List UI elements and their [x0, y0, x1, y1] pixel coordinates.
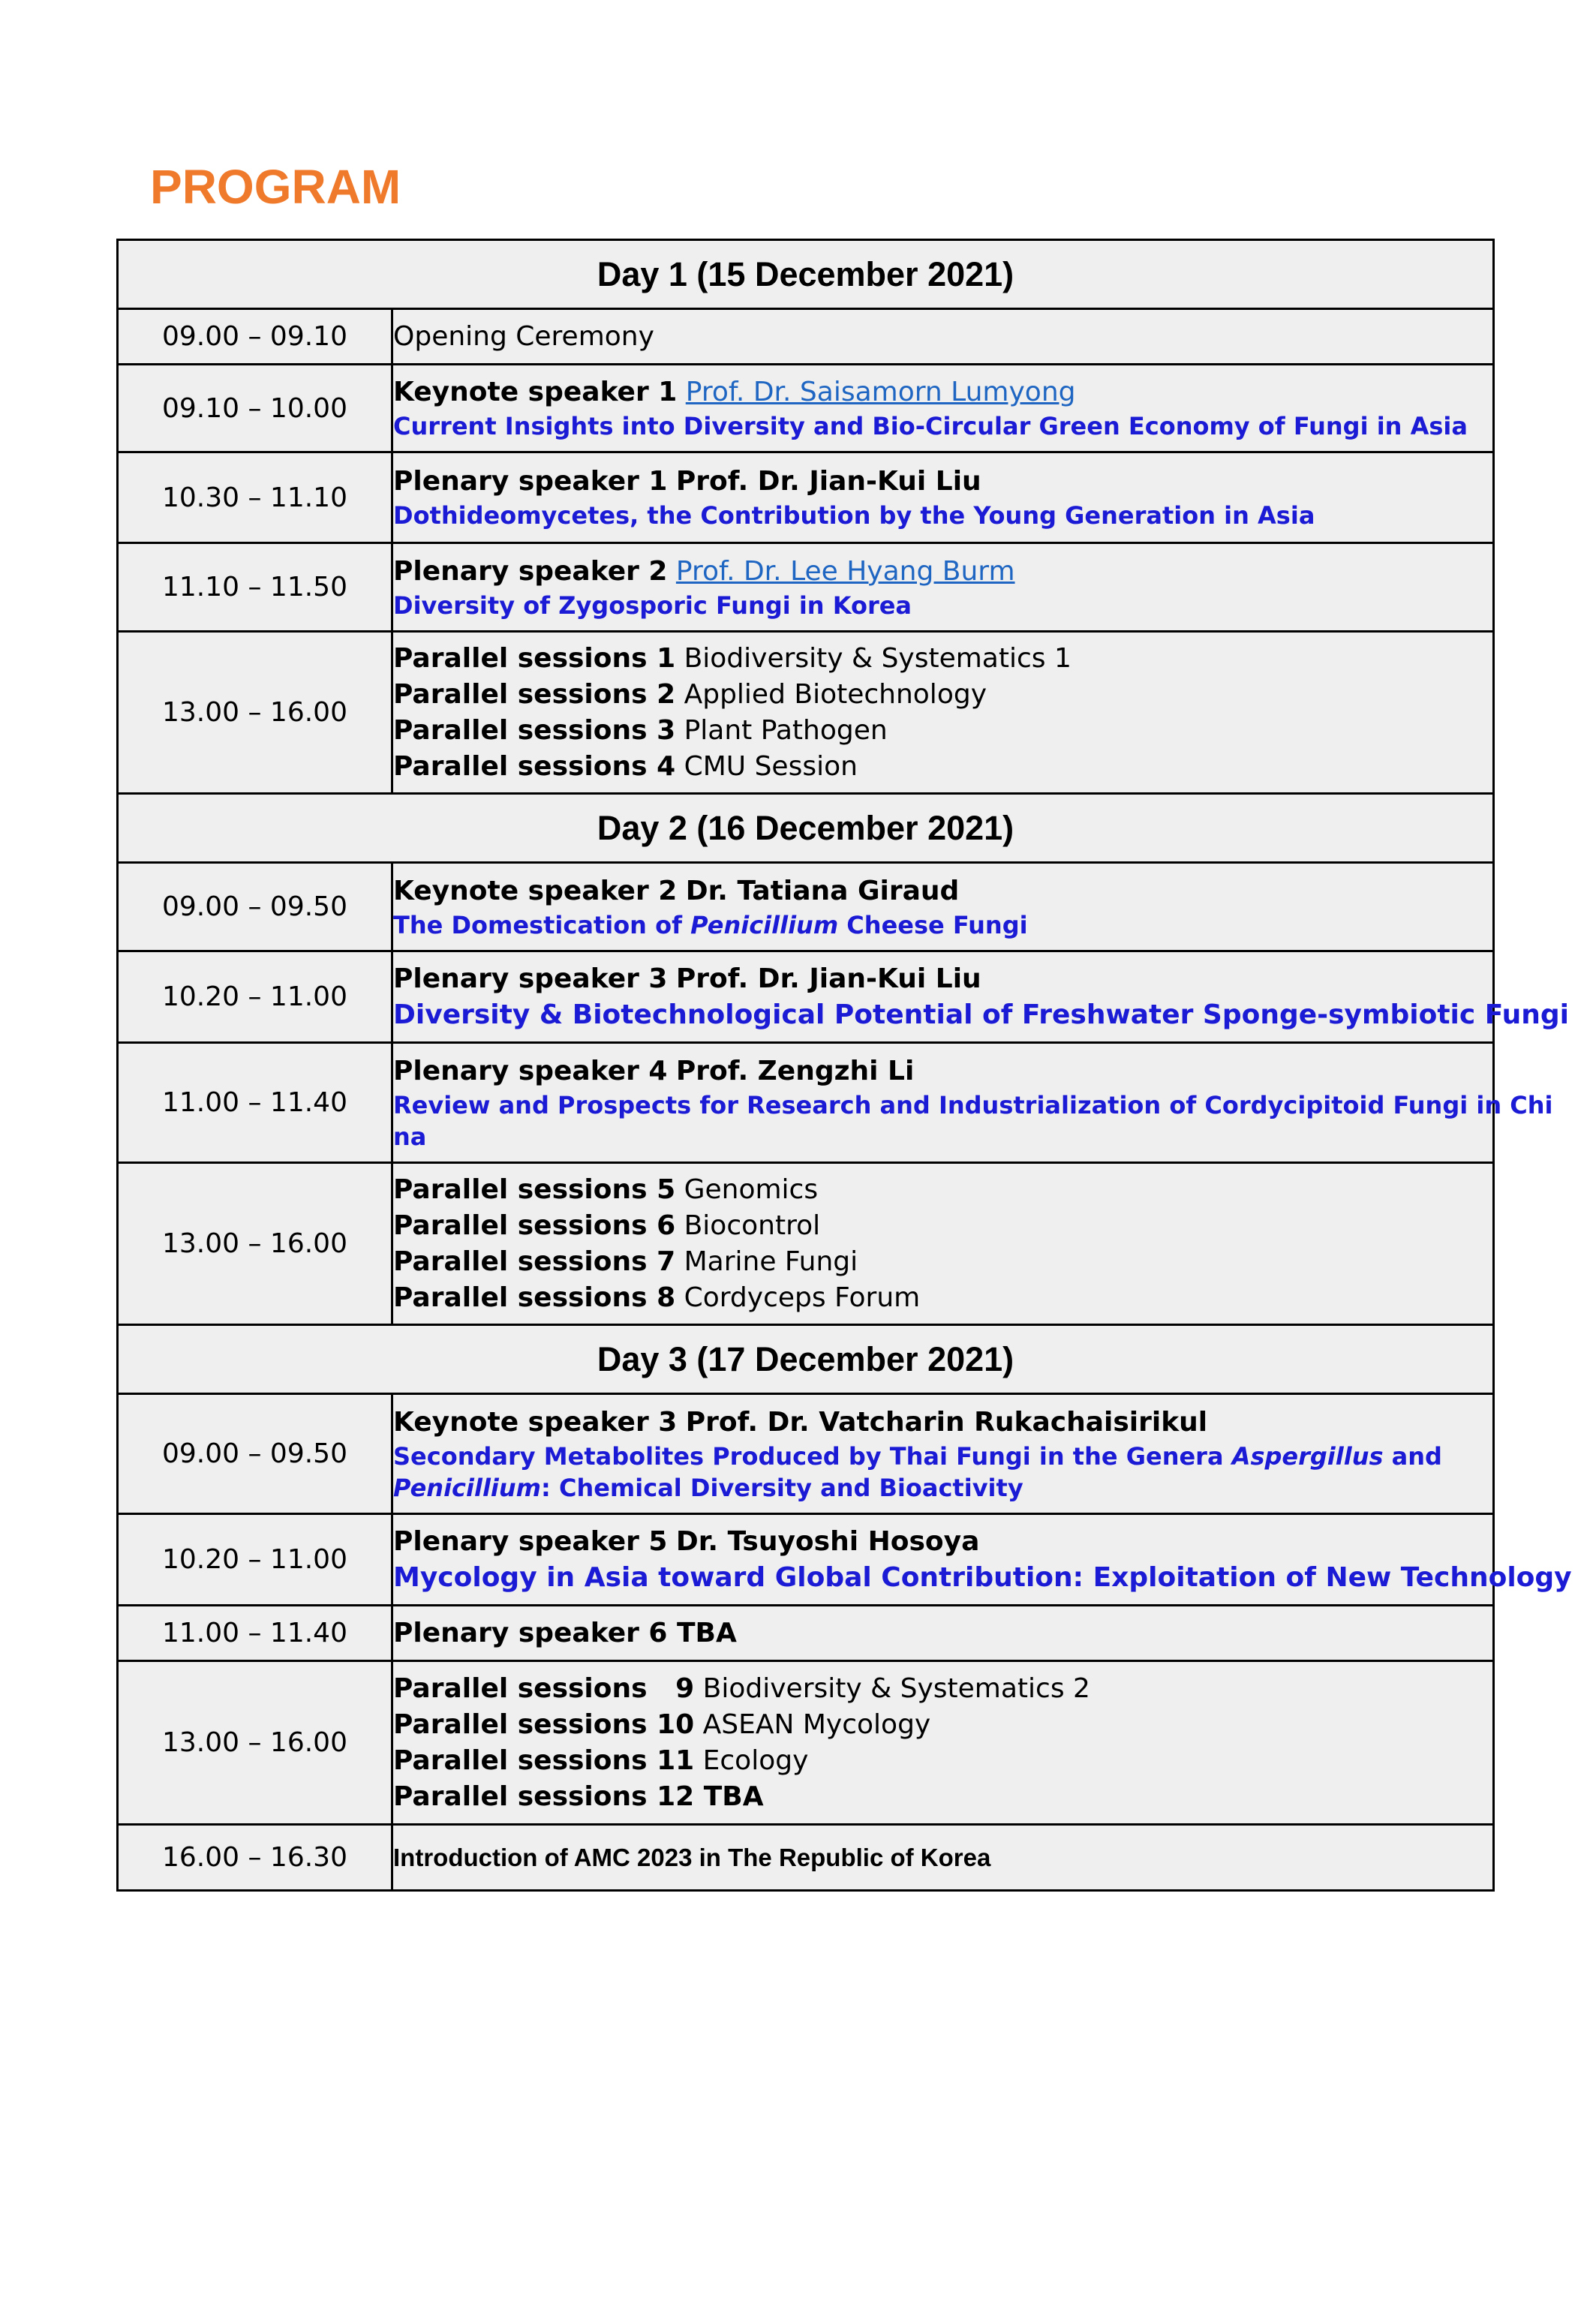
session-label: Parallel sessions 5	[393, 1174, 676, 1205]
time-slot: 13.00 – 16.00	[118, 632, 392, 794]
parallel-sessions-cell	[392, 1163, 1494, 1325]
session-label: Parallel sessions 6	[393, 1210, 676, 1241]
day-heading: Day 1 (15 December 2021)	[118, 240, 1494, 309]
session-topic: Biodiversity & Systematics 1	[684, 642, 1072, 674]
time-slot: 10.30 – 11.10	[118, 452, 392, 543]
session-topic: Plant Pathogen	[684, 714, 888, 746]
session-label: Parallel sessions 8	[393, 1282, 676, 1313]
speaker-name: Dr. Tatiana Giraud	[685, 875, 960, 906]
speaker-role: Plenary speaker 6 TBA	[393, 1617, 737, 1648]
session-label: Parallel sessions 3	[393, 714, 676, 746]
speaker-name: Prof. Dr. Jian-Kui Liu	[675, 963, 981, 994]
session-topic: Biocontrol	[684, 1210, 821, 1241]
time-slot: 09.00 – 09.50	[118, 1394, 392, 1514]
talk-title: Diversity & Biotechnological Potential of Freshwater Sponge-symbiotic Fungi	[393, 999, 1569, 1030]
session-cell	[392, 452, 1494, 543]
schedule-row	[118, 452, 1494, 543]
day-header-row	[118, 794, 1494, 863]
talk-title-continued: Penicillium: Chemical Diversity and Bioactivity	[393, 1473, 1023, 1502]
talk-title: Review and Prospects for Research and Industrialization of Cordycipitoid Fungi in Chi	[393, 1090, 1553, 1119]
session-cell	[392, 543, 1494, 632]
parallel-sessions-cell	[392, 632, 1494, 794]
schedule-row	[118, 951, 1494, 1043]
speaker-link[interactable]: Prof. Dr. Lee Hyang Burm	[675, 555, 1015, 587]
speaker-name: Dr. Tsuyoshi Hosoya	[675, 1525, 980, 1557]
session-label: Parallel sessions 9	[393, 1672, 695, 1704]
talk-title: Secondary Metabolites Produced by Thai Fungi in the Genera Aspergillus and	[393, 1441, 1442, 1471]
session-topic: Marine Fungi	[684, 1246, 858, 1277]
session-cell	[392, 863, 1494, 951]
talk-title: Mycology in Asia toward Global Contribution: Exploitation of New Technology	[393, 1561, 1572, 1593]
session-cell	[392, 1514, 1572, 1606]
schedule-row	[118, 1394, 1494, 1514]
time-slot: 09.00 – 09.10	[118, 309, 392, 365]
session-topic: ASEAN Mycology	[702, 1708, 931, 1740]
session-label: Parallel sessions 7	[393, 1246, 676, 1277]
schedule-row	[118, 1514, 1494, 1606]
speaker-role: Plenary speaker 3	[393, 963, 668, 994]
schedule-row	[118, 863, 1494, 951]
speaker-role: Keynote speaker 1	[393, 377, 678, 407]
talk-title: Dothideomycetes, the Contribution by the Young Generation in Asia	[393, 501, 1315, 530]
schedule-row	[118, 1825, 1494, 1891]
schedule-row	[118, 1661, 1494, 1825]
session-label: Parallel sessions 2	[393, 678, 676, 710]
session-topic: Applied Biotechnology	[684, 678, 987, 710]
session-label: Parallel sessions 10	[393, 1708, 695, 1740]
time-slot: 13.00 – 16.00	[118, 1163, 392, 1325]
schedule-row	[118, 309, 1494, 365]
session-cell	[392, 951, 1569, 1043]
session-cell	[392, 1825, 1494, 1891]
talk-title-continued: na	[393, 1122, 427, 1151]
session-topic: Biodiversity & Systematics 2	[702, 1672, 1090, 1704]
session-title: Opening Ceremony	[393, 320, 654, 352]
session-label: Parallel sessions 1	[393, 642, 676, 674]
session-cell	[392, 1043, 1553, 1163]
session-topic: CMU Session	[684, 750, 858, 782]
talk-title: Diversity of Zygosporic Fungi in Korea	[393, 591, 912, 620]
session-cell	[392, 309, 1494, 365]
parallel-sessions-cell	[392, 1661, 1494, 1825]
session-cell	[392, 1394, 1494, 1514]
speaker-name: Prof. Dr. Vatcharin Rukachaisirikul	[685, 1406, 1208, 1438]
session-cell	[392, 1606, 1494, 1661]
speaker-role: Plenary speaker 1	[393, 466, 668, 497]
session-label: Parallel sessions 12 TBA	[393, 1781, 764, 1812]
speaker-name: Prof. Dr. Jian-Kui Liu	[675, 466, 981, 497]
schedule-row	[118, 1163, 1494, 1325]
session-label: Parallel sessions 4	[393, 750, 676, 782]
time-slot: 11.00 – 11.40	[118, 1606, 392, 1661]
schedule-row	[118, 365, 1494, 452]
time-slot: 09.10 – 10.00	[118, 365, 392, 452]
session-cell	[392, 365, 1494, 452]
talk-title: Current Insights into Diversity and Bio-Circular Green Economy of Fungi in Asia	[393, 412, 1468, 440]
schedule-row	[118, 632, 1494, 794]
session-topic: Ecology	[702, 1745, 809, 1776]
day-header-row	[118, 1325, 1494, 1394]
speaker-role: Keynote speaker 3	[393, 1406, 678, 1438]
time-slot: 11.10 – 11.50	[118, 543, 392, 632]
session-label: Parallel sessions 11	[393, 1745, 695, 1776]
speaker-name: Prof. Zengzhi Li	[675, 1055, 915, 1086]
schedule-row	[118, 1606, 1494, 1661]
speaker-role: Plenary speaker 5	[393, 1525, 668, 1557]
talk-title: The Domestication of Penicillium Cheese Fungi	[393, 910, 1028, 939]
page-title: PROGRAM	[150, 160, 401, 214]
speaker-role: Plenary speaker 2	[393, 555, 668, 587]
time-slot: 13.00 – 16.00	[118, 1661, 392, 1825]
time-slot: 09.00 – 09.50	[118, 863, 392, 951]
time-slot: 10.20 – 11.00	[118, 1514, 392, 1606]
schedule-row	[118, 543, 1494, 632]
session-topic: Genomics	[684, 1174, 819, 1205]
day-heading: Day 2 (16 December 2021)	[118, 794, 1494, 863]
schedule-row	[118, 1043, 1494, 1163]
speaker-role: Keynote speaker 2	[393, 875, 678, 906]
closing-title: Introduction of AMC 2023 in The Republic of Korea	[393, 1843, 991, 1871]
day-heading: Day 3 (17 December 2021)	[118, 1325, 1494, 1394]
speaker-link[interactable]: Prof. Dr. Saisamorn Lumyong	[685, 377, 1076, 407]
time-slot: 11.00 – 11.40	[118, 1043, 392, 1163]
time-slot: 10.20 – 11.00	[118, 951, 392, 1043]
session-topic: Cordyceps Forum	[684, 1282, 921, 1313]
day-header-row	[118, 240, 1494, 309]
program-table	[116, 239, 1572, 1892]
speaker-role: Plenary speaker 4	[393, 1055, 668, 1086]
time-slot: 16.00 – 16.30	[118, 1825, 392, 1891]
